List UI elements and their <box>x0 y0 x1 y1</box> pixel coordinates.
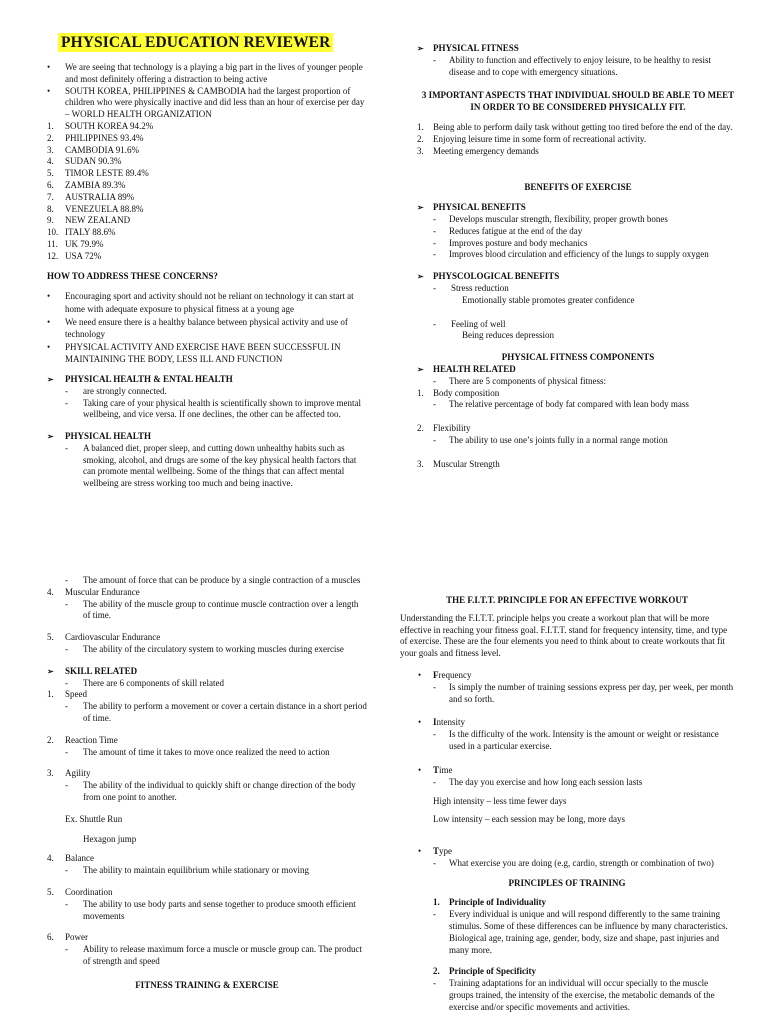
list-item: - Stress reduction <box>433 282 509 293</box>
list-item: - The ability to maintain equilibrium while stationary or moving <box>65 865 309 876</box>
list-item: 12. USA 72% <box>47 250 102 261</box>
list-item: 4. Balance <box>47 853 94 864</box>
list-item: 5. TIMOR LESTE 89.4% <box>47 168 149 179</box>
list-item: 7. AUSTRALIA 89% <box>47 191 135 202</box>
list-item: 6. ZAMBIA 89.3% <box>47 179 126 190</box>
list-item: Hexagon jump <box>83 833 137 844</box>
list-item: - There are 5 components of physical fitness: <box>433 375 606 386</box>
list-item: • We need ensure there is a healthy balance between physical activity and use of technology <box>47 316 348 340</box>
list-item: - Every individual is unique and will respond differently to the same training stimulus. Some of these differences can be influence by many characteristics. Biological age, training age, gender, body, size and shape, past injuries and many more. <box>433 909 728 955</box>
list-item: 3. CAMBODIA 91.6% <box>47 144 140 155</box>
list-item: - Is the difficulty of the work. Intensity is the amount or weight or resistance used in a particular exercise. <box>433 729 719 751</box>
arrow-bullet-icon: ➢ <box>417 364 424 374</box>
list-item: - Ability to function and effectively to enjoy leisure, to be healthy to resist disease and to cope with emergency situations. <box>433 54 712 77</box>
list-item: 2. Enjoying leisure time in some form of recreational activity. <box>417 133 647 144</box>
left-bottom-column <box>47 575 367 992</box>
section-heading: 3 IMPORTANT ASPECTS THAT INDIVIDUAL SHOULD BE ABLE TO MEET IN ORDER TO BE CONSIDERED PHYSICALLY FIT. <box>421 90 735 113</box>
list-item: 11. UK 79.9% <box>47 238 104 249</box>
list-item: 1. Being able to perform daily task without getting too tired before the end of the day. <box>417 121 733 132</box>
list-item: - The ability of the muscle group to continue muscle contraction over a length of time. <box>65 598 359 621</box>
list-item: - The ability of the individual to quickly shift or change direction of the body from one point to another. <box>65 780 356 802</box>
section-heading: HOW TO ADDRESS THESE CONCERNS? <box>47 270 218 281</box>
list-item: High intensity – less time fewer days <box>433 796 567 807</box>
list-item: 8. VENEZUELA 88.8% <box>47 203 144 214</box>
list-item: Ex. Shuttle Run <box>65 813 123 824</box>
left-top-column <box>47 62 367 490</box>
list-item: 1. Body composition <box>417 387 500 398</box>
section-heading: ➢ PHYSICAL FITNESS <box>417 43 519 53</box>
right-bottom-column <box>400 595 734 1014</box>
list-item: 10. ITALY 88.6% <box>47 227 116 238</box>
list-item: Low intensity – each session may be long, more days <box>433 814 625 825</box>
list-item: • Frequency <box>418 669 472 680</box>
list-item: - The amount of time it takes to move once realized the need to action <box>65 746 330 757</box>
list-item: - Feeling of well <box>433 318 506 329</box>
list-item: - The day you exercise and how long each session lasts <box>433 776 643 787</box>
section-heading: ➢ PHYSCOLOGICAL BENEFITS <box>417 271 560 282</box>
arrow-bullet-icon: ➢ <box>417 203 424 213</box>
list-item: • SOUTH KOREA, PHILIPPINES & CAMBODIA had the largest proportion of children who were physically inactive and did less than an hour of exercise per day – WORLD HEALTH ORGANIZATION <box>47 85 365 120</box>
list-item: 2. Reaction Time <box>47 734 118 745</box>
list-item: - The relative percentage of body fat compared with lean body mass <box>433 399 689 410</box>
country-list <box>47 121 367 263</box>
list-item: 6. Power <box>47 932 88 943</box>
list-item: - The ability of the circulatory system to working muscles during exercise <box>65 643 344 654</box>
section-heading: PHYSICAL FITNESS COMPONENTS <box>501 352 655 363</box>
list-item: - Reduces fatigue at the end of the day <box>433 225 583 236</box>
list-item: - Is simply the number of training sessions express per day, per week, per month and so forth. <box>433 681 734 704</box>
list-item: 2. Flexibility <box>417 423 471 434</box>
list-item: 4. SUDAN 90.3% <box>47 156 122 167</box>
list-item: 4. Muscular Endurance <box>47 586 140 597</box>
list-item: 9. NEW ZEALAND <box>47 215 131 226</box>
list-item: - The ability to use one’s joints fully in a normal range motion <box>433 434 668 445</box>
list-item: - Improves posture and body mechanics <box>433 237 588 248</box>
section-heading: THE F.I.T.T. PRINCIPLE FOR AN EFFECTIVE WORKOUT <box>446 595 688 605</box>
right-top-column <box>417 43 739 471</box>
list-item: 5. Cardiovascular Endurance <box>47 632 161 643</box>
paragraph: Understanding the F.I.T.T. principle helps you create a workout plan that will be more effective in reaching your fitness goal. F.I.T.T. stand for frequency intensity, time, and type of exercise. These are the four elements you need to think about to create workouts that fit your goals and fitness level. <box>400 612 728 659</box>
list-item: 3. Agility <box>47 768 91 779</box>
arrow-bullet-icon: ➢ <box>47 432 54 442</box>
section-heading: ➢ PHYSICAL HEALTH & ENTAL HEALTH <box>47 373 233 384</box>
list-item: 2. PHILIPPINES 93.4% <box>47 132 144 143</box>
list-item: - The ability to use body parts and sense together to produce smooth efficient movements <box>65 898 356 921</box>
list-item: - What exercise you are doing (e.g, cardio, strength or combination of two) <box>433 857 714 868</box>
arrow-bullet-icon: ➢ <box>417 272 424 282</box>
list-item: - The amount of force that can be produce by a single contraction of a muscles <box>65 575 361 585</box>
list-item: - Develops muscular strength, flexibility, proper growth bones <box>433 213 668 224</box>
list-item: 3. Meeting emergency demands <box>417 145 539 156</box>
list-item: 1. Speed <box>47 689 87 700</box>
list-item: • We are seeing that technology is a playing a big part in the lives of younger people and most definitely offering a distraction to being active <box>47 62 363 84</box>
list-item: Being reduces depression <box>462 330 554 341</box>
arrow-bullet-icon: ➢ <box>417 44 424 53</box>
list-item: - Improves blood circulation and efficiency of the lungs to supply oxygen <box>433 249 709 260</box>
list-item: - are strongly connected. <box>65 385 167 396</box>
page-title: PHYSICAL EDUCATION REVIEWER <box>58 33 333 52</box>
list-item: 5. Coordination <box>47 886 113 897</box>
section-heading: FITNESS TRAINING & EXERCISE <box>135 979 279 990</box>
arrow-bullet-icon: ➢ <box>47 374 54 384</box>
list-item: • Type <box>418 845 453 856</box>
section-heading: ➢ PHYSICAL HEALTH <box>47 431 151 442</box>
list-item: - Taking care of your physical health is scientifically shown to improve mental wellbeing, and vice versa. If one declines, the other can be affected too. <box>65 397 362 420</box>
section-heading: ➢ HEALTH RELATED <box>417 363 516 374</box>
list-item: - There are 6 components of skill related <box>65 677 224 688</box>
section-heading: 2. Principle of Specificity <box>433 966 536 977</box>
page-title-wrap <box>46 33 333 52</box>
section-heading: ➢ PHYSICAL BENEFITS <box>417 202 526 213</box>
list-item: • Intensity <box>418 717 466 728</box>
section-heading: 1. Principle of Individuality <box>433 897 547 908</box>
list-item: - The ability to perform a movement or cover a certain distance in a short period of time. <box>65 701 367 723</box>
list-item: • Time <box>418 764 453 775</box>
arrow-bullet-icon: ➢ <box>47 666 54 676</box>
list-item: 1. SOUTH KOREA 94.2% <box>47 120 154 131</box>
list-item: 3. Muscular Strength <box>417 458 500 469</box>
list-item: Emotionally stable promotes greater confidence <box>462 294 635 305</box>
list-item: - A balanced diet, proper sleep, and cutting down unhealthy habits such as smoking, alcohol, and drugs are some of the key physical health factors that can promote mental wellbeing. Some of the things that can affect mental wellbeing are stress working too much and being inactive. <box>65 442 357 489</box>
section-heading: ➢ SKILL RELATED <box>47 665 138 676</box>
list-item: • PHYSICAL ACTIVITY AND EXERCISE HAVE BEEN SUCCESSFUL IN MAINTAINING THE BODY, LESS ILL AND FUNCTION <box>47 341 341 365</box>
list-item: - Ability to release maximum force a muscle or muscle group can. The product of strength and speed <box>65 944 362 966</box>
list-item: • Encouraging sport and activity should not be reliant on technology it can start at home with adequate exposure to physical fitness at a young age <box>47 291 354 314</box>
section-heading: BENEFITS OF EXERCISE <box>524 182 632 193</box>
list-item: - Training adaptations for an individual will occur specially to the muscle groups trained, the intensity of the exercise, the metabolic demands of the exercise and/or specific movements and activities. <box>433 978 715 1012</box>
section-heading: PRINCIPLES OF TRAINING <box>508 877 626 888</box>
